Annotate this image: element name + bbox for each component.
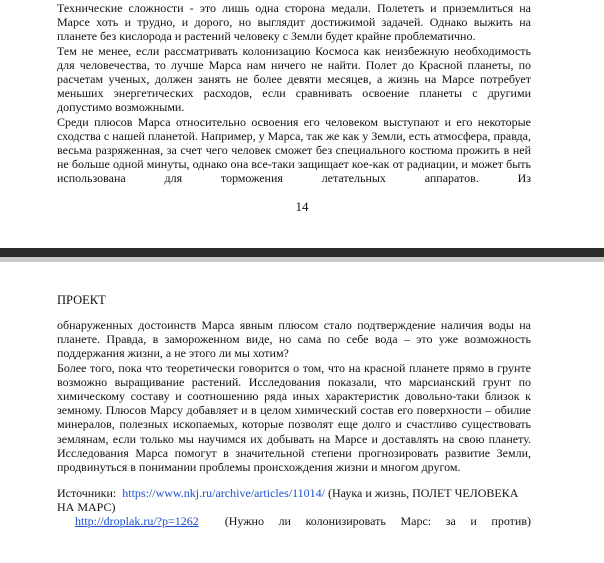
page1-paragraph: Тем не менее, если рассматривать колонизацию Космоса как неизбежную необходимость для человечества, то лучше Марса нам ничего не найти. Полет до Красной планеты, по расчетам ученых, должен занять не более девяти месяцев, а жизнь на Марсе потребует меньших энергетических расходов, если сравнивать освоение планеты с другими допустимо возможными. — [57, 43, 531, 115]
page2-paragraph: Более того, пока что теоретически говорится о том, что на красной планете прямо в грунте возможно выращивание растений. Исследования показали, что марсианский грунт по химическому составу и соотношению ряда иных характеристик довольно-таки близок к земному. Плюсов Марсу добавляет и в целом химический состав его поверхности – обилие минералов, полезных ископаемых, которые позволят еще долго и счастливо существовать землянам, если только мы научимся их добывать на Марсе и доставлять на свою планету. Исследования Марса помогут в значительной степени прогнозировать развитие Земли, продвинуться в понимании проблемы происхождения жизни и многом другом. — [57, 360, 531, 475]
page-number: 14 — [295, 199, 309, 214]
page2-body — [57, 318, 531, 474]
source-line-2 — [75, 514, 531, 528]
source-link-droplak[interactable]: http://droplak.ru/?p=1262 — [75, 514, 199, 528]
source2-word: за — [445, 514, 456, 528]
source2-word: и — [470, 514, 477, 528]
source2-word: Марс: — [400, 514, 432, 528]
page1-paragraph: Технические сложности - это лишь одна сторона медали. Полететь и приземлиться на Марсе хоть и трудно, и дорого, но выглядит достижимой задачей. Однако выжить на планете без кислорода и растений человеку с Земли будет крайне проблематично. — [57, 1, 531, 44]
page1-paragraph: Среди плюсов Марса относительно освоения его человеком выступают и его некоторые сходства с нашей планетой. Например, у Марса, так же как у Земли, есть атмосфера, правда, весьма разряженная, за счет чего человек сможет без специального костюма прожить в ней не больше одной минуты, однако она все-таки защищает кое-как от радиации, и может быть использована для торможения летательных аппаратов. Из — [57, 114, 531, 186]
source2-word: ли — [278, 514, 291, 528]
sources-line — [57, 486, 531, 514]
source-link-nkj[interactable]: https://www.nkj.ru/archive/articles/11014/ — [122, 486, 325, 500]
document-page-1 — [0, 0, 604, 248]
source2-word: (Нужно — [224, 514, 264, 528]
source-description: (Наука и жизнь, ПОЛЕТ ЧЕЛОВЕКА НА МАРС) — [57, 486, 519, 515]
page2-paragraph: обнаруженных достоинств Марса явным плюсом стало подтверждение наличия воды на планете. Правда, в замороженном виде, но сама по себе вода – это уже возможность поддержания жизни, а не этого ли мы хотим? — [57, 318, 531, 361]
sources-label: Источники: — [57, 486, 117, 500]
source2-word: против) — [491, 514, 531, 528]
source2-description — [225, 514, 531, 528]
source2-word: колонизировать — [305, 514, 386, 528]
page1-body — [57, 1, 531, 186]
page-header: ПРОЕКТ — [57, 293, 106, 307]
